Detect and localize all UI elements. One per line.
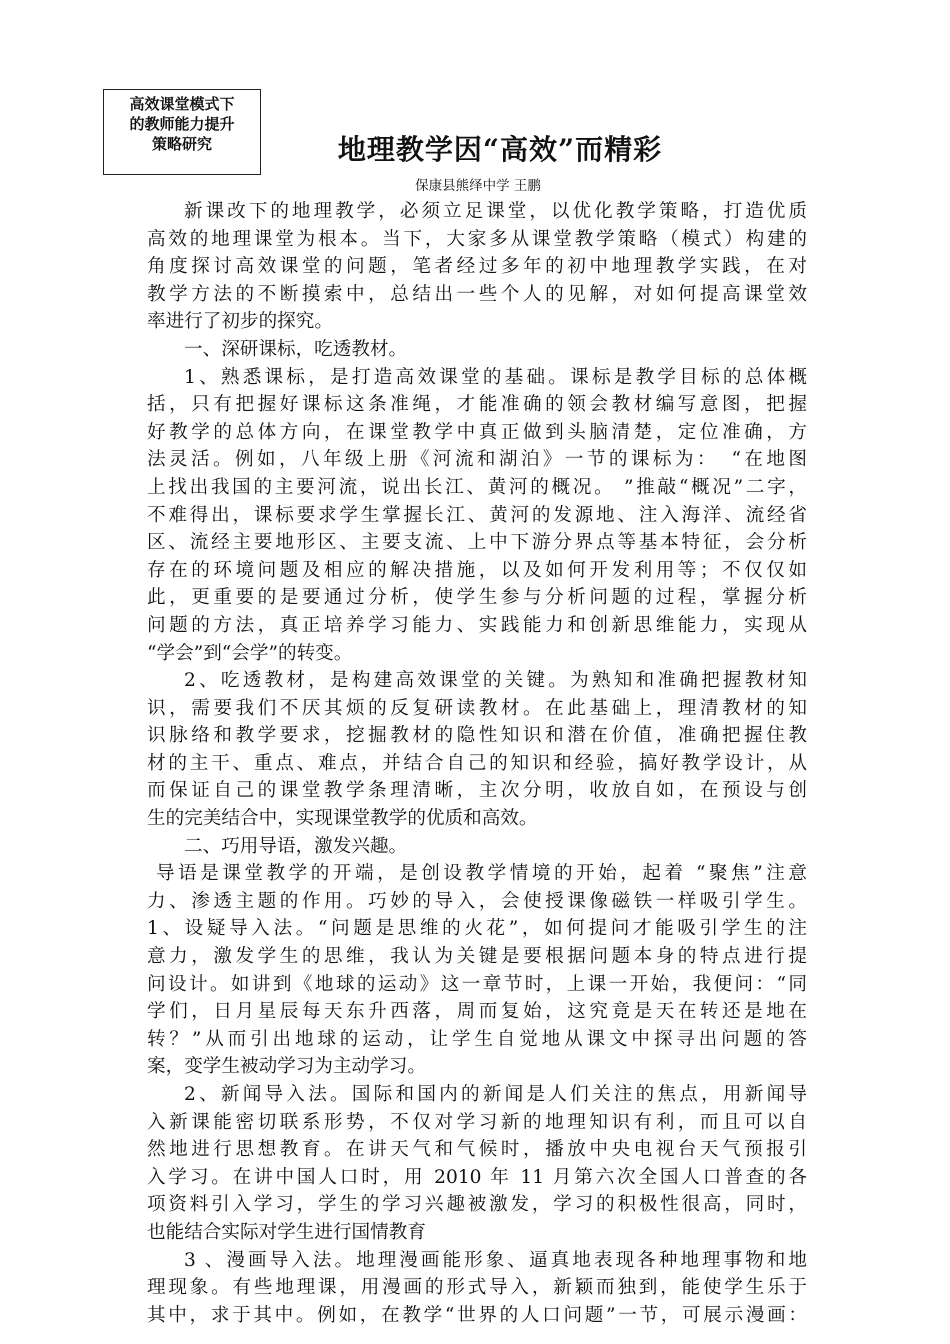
body-text-line: 力、渗透主题的作用。巧妙的导入，会使授课像磁铁一样吸引学生。 (147, 890, 807, 912)
body-text-line: “学会”到“会学”的转变。 (147, 642, 353, 664)
author-byline: 保康县熊绎中学 王鹏 (415, 178, 541, 194)
article-body (147, 198, 807, 1329)
body-text-line: 新课改下的地理教学，必须立足课堂，以优化教学策略，打造优质 (184, 201, 807, 222)
body-text-line: 括，只有把握好课标这条准绳，才能准确的领会教材编写意图，把握 (147, 394, 807, 416)
body-text-line: 2、吃透教材，是构建高效课堂的关键。为熟知和准确把握教材知 (184, 670, 807, 692)
body-text-line: 案，变学生被动学习为主动学习。 (147, 1056, 426, 1078)
body-text-line: 入新课能密切联系形势，不仅对学习新的地理知识有利，而且可以自 (147, 1111, 807, 1133)
body-text-line: 3 、漫画导入法。地理漫画能形象、逼真地表现各种地理事物和地 (184, 1249, 807, 1271)
body-text-line: 高效的地理课堂为根本。当下，大家多从课堂教学策略（模式）构建的 (147, 228, 807, 250)
body-text-line: 2、新闻导入法。国际和国内的新闻是人们关注的焦点，用新闻导 (184, 1084, 807, 1105)
body-text-line: 识，需要我们不厌其烦的反复研读教材。在此基础上，理清教材的知 (147, 697, 807, 719)
body-text-line: 识脉络和教学要求，挖掘教材的隐性知识和潜在价值，准确把握住教 (147, 725, 807, 747)
body-text-line: 不难得出，课标要求学生掌握长江、黄河的发源地、注入海洋、流经省 (147, 504, 807, 526)
article-title: 地理教学因“高效”而精彩 (337, 133, 663, 166)
body-text-line: 其中，求于其中。例如，在教学“世界的人口问题”一节，可展示漫画： (147, 1304, 807, 1326)
body-text-line: 学们，日月星辰每天东升西落，周而复始，这究竟是天在转还是地在 (147, 1001, 807, 1023)
body-text-line: 二、巧用导语，激发兴趣。 (184, 835, 408, 857)
topic-tag-line: 高效课堂模式下 (129, 95, 235, 113)
body-text-line: 入学习。在讲中国人口时，用 2010 年 11 月第六次全国人口普查的各 (147, 1166, 807, 1188)
body-text-line: 意力，激发学生的思维，我认为关键是要根据问题本身的特点进行提 (147, 946, 807, 968)
topic-tag-line: 策略研究 (151, 135, 212, 153)
body-text-line: 项资料引入学习，学生的学习兴趣被激发，学习的积极性很高，同时， (147, 1194, 807, 1216)
body-text-line: 问题的方法，真正培养学习能力、实践能力和创新思维能力，实现从 (147, 614, 807, 636)
body-text-line: 好教学的总体方向，在课堂教学中真正做到头脑清楚，定位准确，方 (147, 421, 807, 443)
body-text-line: 角度探讨高效课堂的问题，笔者经过多年的初中地理教学实践，在对 (147, 256, 807, 278)
body-text-line: 1、熟悉课标，是打造高效课堂的基础。课标是教学目标的总体概 (184, 366, 807, 388)
body-text-line: 此，更重要的是要通过分析，使学生参与分析问题的过程，掌握分析 (147, 587, 807, 609)
body-text-line: 存在的环境问题及相应的解决措施，以及如何开发利用等；不仅仅如 (147, 559, 807, 581)
body-text-line: 问设计。如讲到《地球的运动》这一章节时，上课一开始，我便问：“同 (147, 973, 807, 995)
body-text-line: 然地进行思想教育。在讲天气和气候时，播放中央电视台天气预报引 (147, 1139, 807, 1161)
body-text-line: 区、流经主要地形区、主要支流、上中下游分界点等基本特征，会分析 (147, 532, 807, 554)
body-text-line: 上找出我国的主要河流，说出长江、黄河的概况。 ”推敲“概况”二字， (147, 476, 807, 498)
body-text-line: 材的主干、重点、难点，并结合自己的知识和经验，搞好教学设计，从 (147, 752, 807, 774)
topic-tag-line: 的教师能力提升 (129, 115, 235, 133)
body-text-line: 转？”从而引出地球的运动，让学生自觉地从课文中探寻出问题的答 (147, 1028, 807, 1050)
body-text-line: 导语是课堂教学的开端，是创设教学情境的开始，起着 “聚焦”注意 (156, 863, 807, 885)
body-text-line: 教学方法的不断摸索中，总结出一些个人的见解，对如何提高课堂效 (147, 283, 807, 305)
body-text-line: 法灵活。例如，八年级上册《河流和湖泊》一节的课标为： “在地图 (147, 449, 807, 471)
body-text-line: 也能结合实际对学生进行国情教育 (147, 1221, 426, 1243)
body-text-line: 1、设疑导入法。“问题是思维的火花”，如何提问才能吸引学生的注 (147, 918, 807, 940)
body-text-line: 而保证自己的课堂教学条理清晰，主次分明，收放自如，在预设与创 (147, 780, 807, 802)
body-text-line: 率进行了初步的探究。 (147, 311, 333, 333)
body-text-line: 生的完美结合中，实现课堂教学的优质和高效。 (147, 808, 538, 830)
body-text-line: 一、深研课标，吃透教材。 (184, 338, 408, 360)
body-text-line: 理现象。有些地理课，用漫画的形式导入，新颖而独到，能使学生乐于 (147, 1277, 807, 1299)
